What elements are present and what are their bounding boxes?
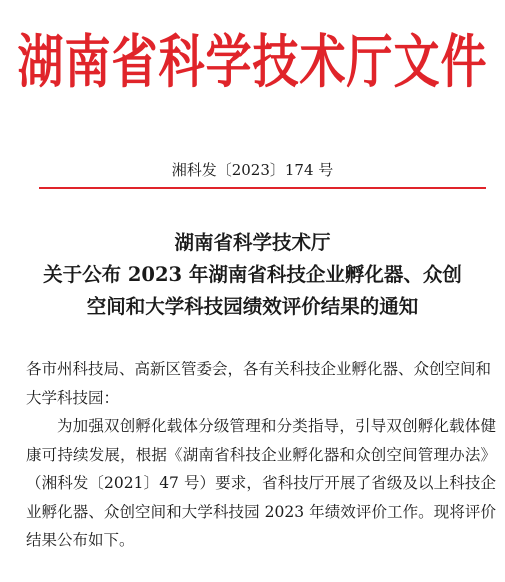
notice-title-line-2: 关于公布 2023 年湖南省科技企业孵化器、众创 [43,263,462,286]
red-divider-line [39,187,486,189]
document-number: 湘科发〔2023〕174 号 [171,161,334,179]
notice-title-line-3: 空间和大学科技园绩效评价结果的通知 [86,295,419,318]
addressee-line: 各市州科技局、高新区管委会，各有关科技企业孵化器、众创空间和大学科技园： [26,360,492,407]
body-paragraph: 为加强双创孵化载体分级管理和分类指导，引导双创孵化载体健康可持续发展，根据《湖南省科技企业孵化器和众创空间管理办法》（湘科发〔2021〕47 号）要求，省科技厅开展了省级及以上科技企业孵化器、众创空间和大学科技园 2023 年绩效评价工作。现将评价结果公布如下。 [26,417,496,549]
document-body [26,355,496,555]
notice-title-line-1: 湖南省科学技术厅 [174,231,331,254]
notice-title [0,227,505,323]
document-header-title: 湖南省科学技术厅文件 [17,27,488,96]
